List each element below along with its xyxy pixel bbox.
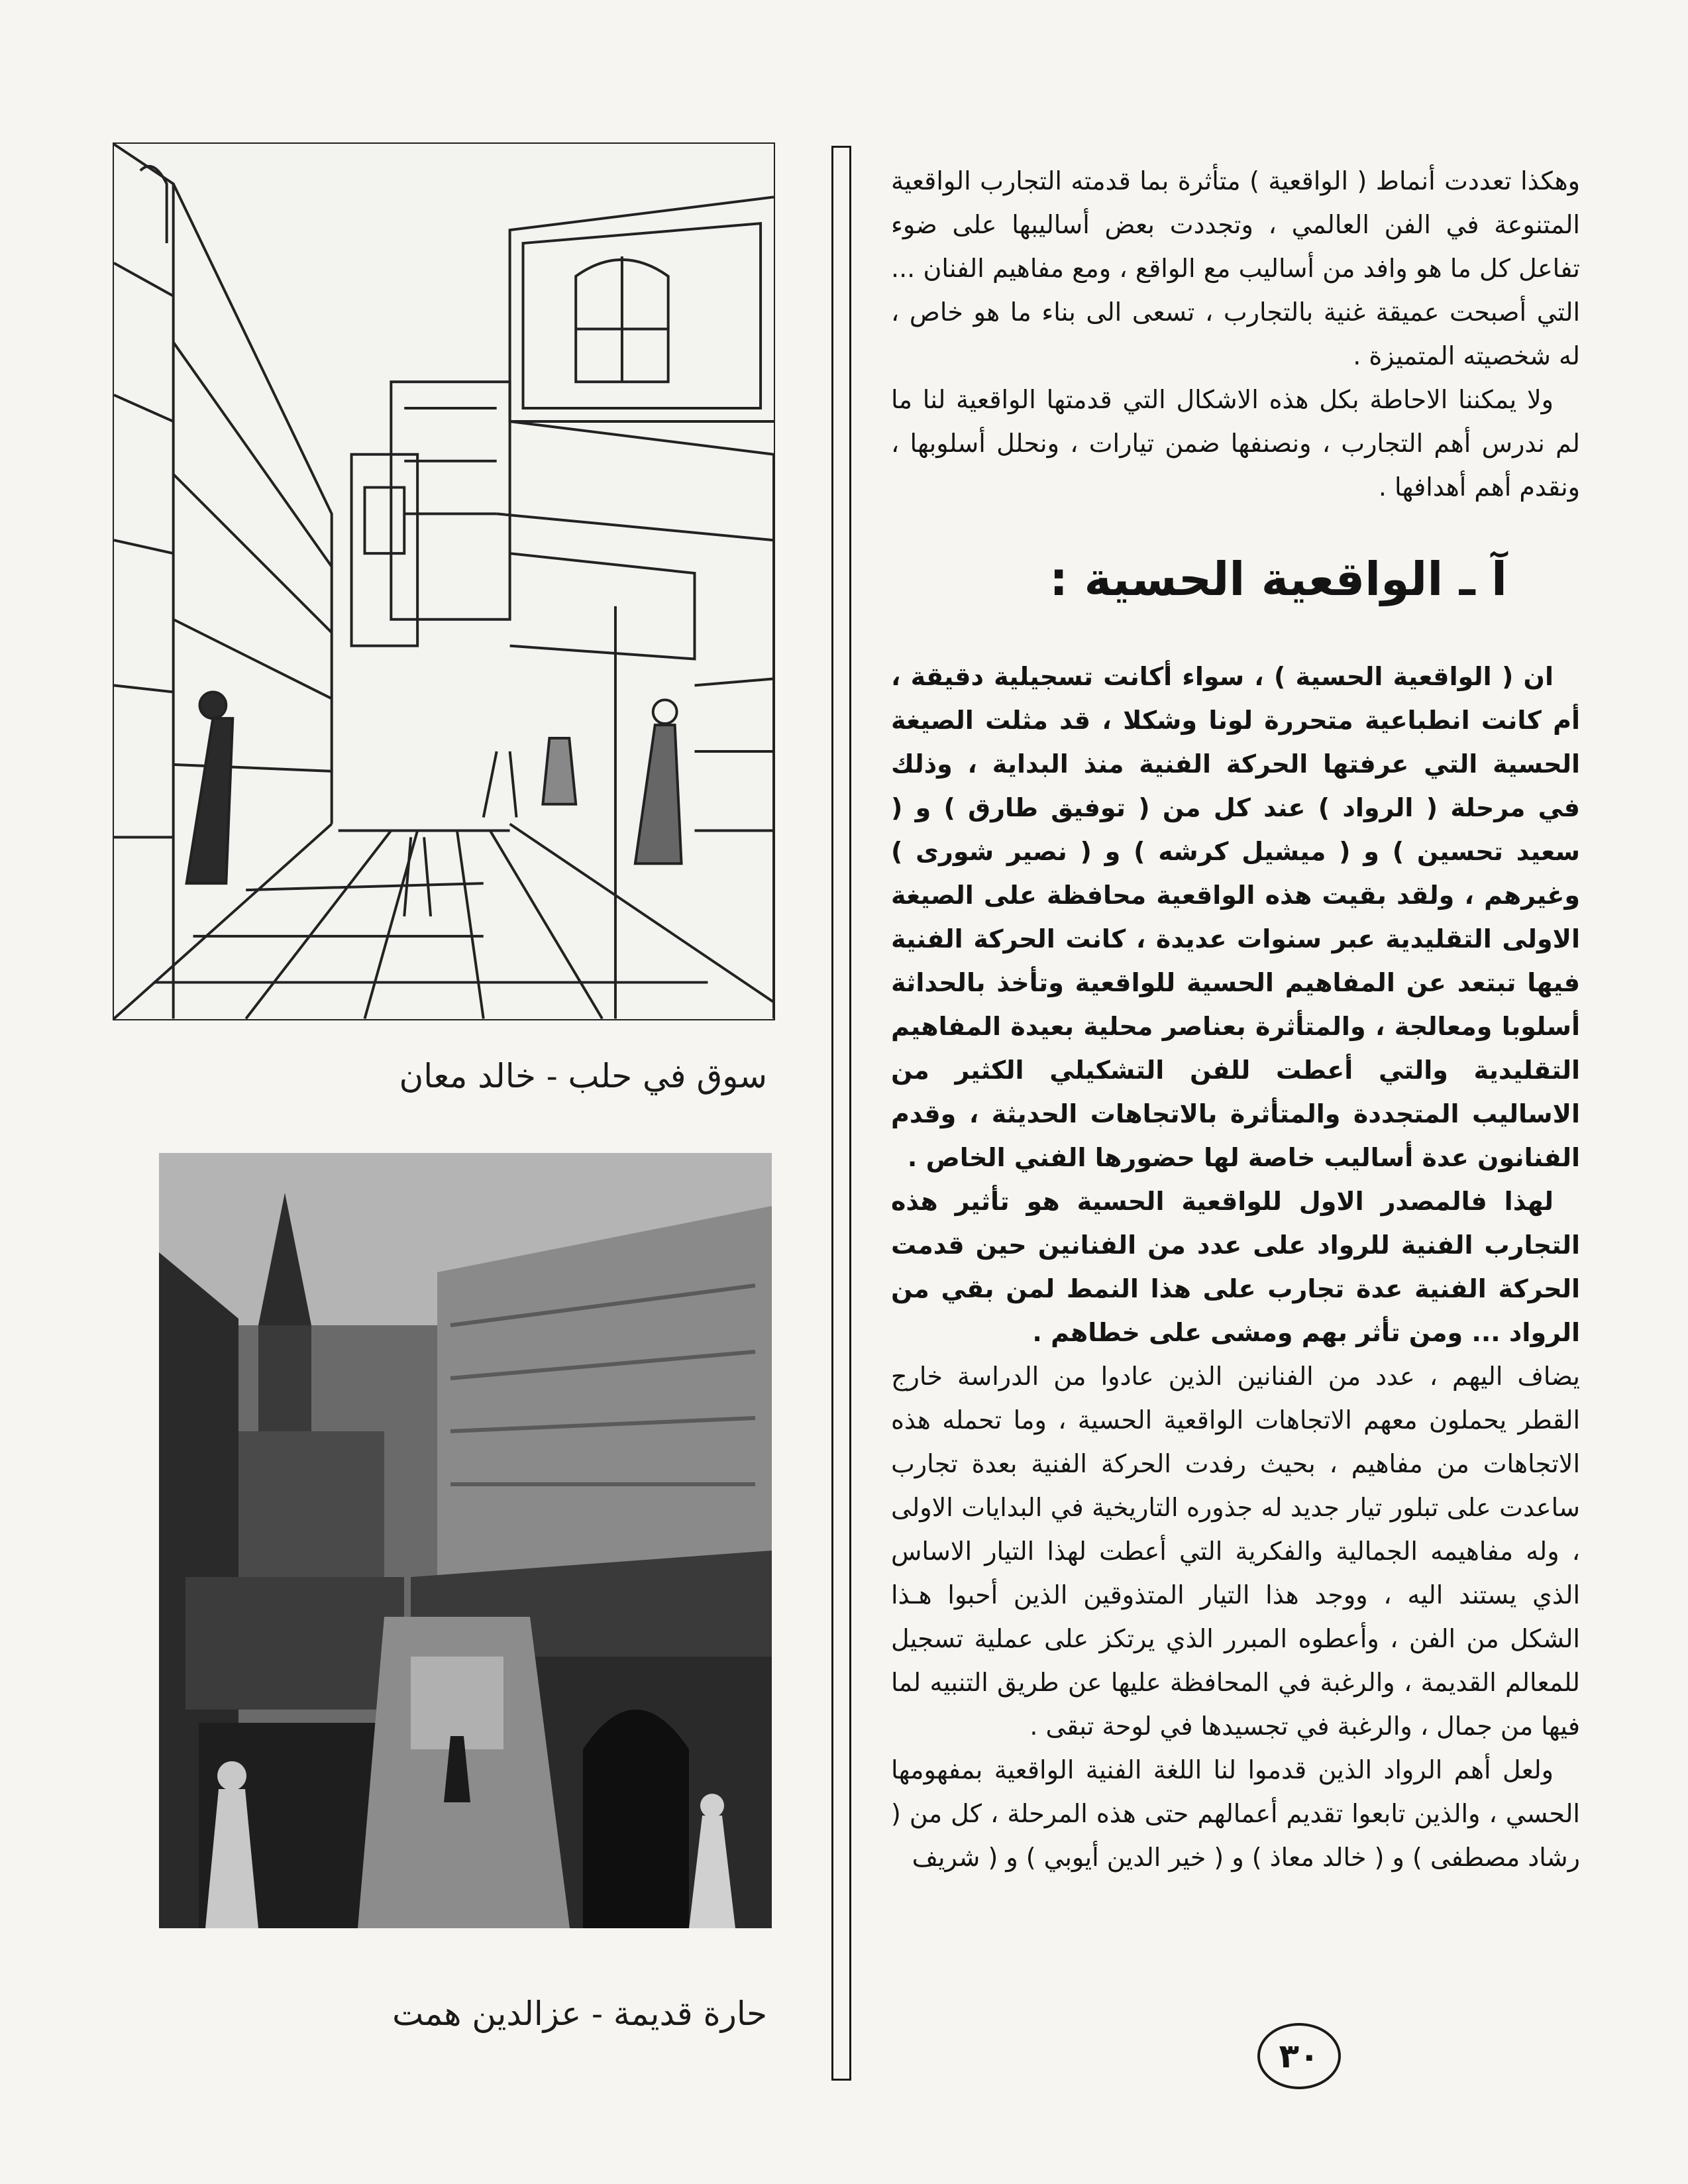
- figure-caption: حارة قديمة - عزالدين همت: [392, 1994, 767, 2033]
- body-paragraph: يضاف اليهم ، عدد من الفنانين الذين عادوا من الدراسة خارج القطر يحملون معهم الاتجاهات الواقعية الحسية ، وما تحمله هذه الاتجاهات من مفاهيم ، بحيث رفدت الحركة الفنية بعدة تجارب ساعدت على تبلور تيار جديد له جذوره التاريخية في البدايات الاولى ، وله مفاهيمه الجمالية والفكرية التي أعطت لهذا التيار الاساس الذي يستند اليه ، ووجد هذا التيار المتذوقين الذين أحبوا هـذا الشكل من الفن ، وأعطوه المبرر الذي يرتكز على عملية تسجيل للمعالم القديمة ، والرغبة في المحافظة عليها عن طريق التنبيه لما فيها من جمال ، والرغبة في تجسيدها في لوحة تبقى .: [891, 1362, 1580, 1741]
- intro-paragraph: ولا يمكننا الاحاطة بكل هذه الاشكال التي قدمتها الواقعية لنا ما لم ندرس أهم التجارب ، ونصنفها ضمن تيارات ، ونحلل أسلوبها ، ونقدم أهم أهدافها .: [891, 385, 1580, 502]
- column-divider: [831, 146, 851, 2081]
- intro-paragraph: وهكذا تعددت أنماط ( الواقعية ) متأثرة بما قدمته التجارب الواقعية المتنوعة في الفن العالمي ، وتجددت بعض أساليبها على ضوء تفاعل كل ما هو وافد من أساليب مع الواقع ، ومع مفاهيم الفنان ... التي أصبحت عميقة غنية بالتجارب ، تسعى الى بناء ما هو خاص ، له شخصيته المتميزة .: [891, 166, 1580, 370]
- figure-souq-sketch: [113, 142, 775, 1020]
- body-paragraph: ولعل أهم الرواد الذين قدموا لنا اللغة الفنية الواقعية بمفهومها الحسي ، والذين تابعوا تقديم أعمالهم حتى هذه المرحلة ، كل من ( رشاد مصطفى ) و ( خالد معاذ ) و ( خير الدين أيوبي ) و ( شريف: [891, 1755, 1580, 1872]
- old-alley-painting: [159, 1153, 772, 1928]
- section-heading: آ ـ الواقعية الحسية :: [1049, 552, 1507, 606]
- article-text-column: [891, 159, 1580, 1879]
- page-number: ٣٠: [1257, 2023, 1341, 2089]
- bold-paragraph: ان ( الواقعية الحسية ) ، سواء أكانت تسجيلية دقيقة ، أم كانت انطباعية متحررة لونا وشكلا ، قد مثلت الصيغة الحسية التي عرفتها الحركة الفنية منذ البداية ، وذلك في مرحلة ( الرواد ) عند كل من ( توفيق طارق ) و ( سعيد تحسين ) و ( ميشيل كرشه ) و ( نصير شورى ) وغيرهم ، ولقد بقيت هذه الواقعية محافظة على الصيغة الاولى التقليدية عبر سنوات عديدة ، كانت الحركة الفنية فيها تبتعد عن المفاهيم الحسية للواقعية وتأخذ بالحداثة أسلوبا ومعالجة ، والمتأثرة بعناصر محلية بعيدة المفاهيم التقليدية والتي أعطت للفن التشكيلي الكثير من الاساليب المتجددة والمتأثرة بالاتجاهات الحديثة ، وقدم الفنانون عدة أساليب خاصة لها حضورها الفني الخاص .: [891, 662, 1580, 1172]
- figure-caption: سوق في حلب - خالد معان: [399, 1057, 767, 1095]
- bold-paragraph: لهذا فالمصدر الاول للواقعية الحسية هو تأثير هذه التجارب الفنية للرواد على عدد من الفنانين حين قدمت الحركة الفنية عدة تجارب على هذا النمط لمن بقي من الرواد ... ومن تأثر بهم ومشى على خطاهم .: [891, 1187, 1580, 1347]
- souq-sketch-illustration: [114, 144, 774, 1019]
- figure-old-alley-painting: [159, 1153, 772, 1928]
